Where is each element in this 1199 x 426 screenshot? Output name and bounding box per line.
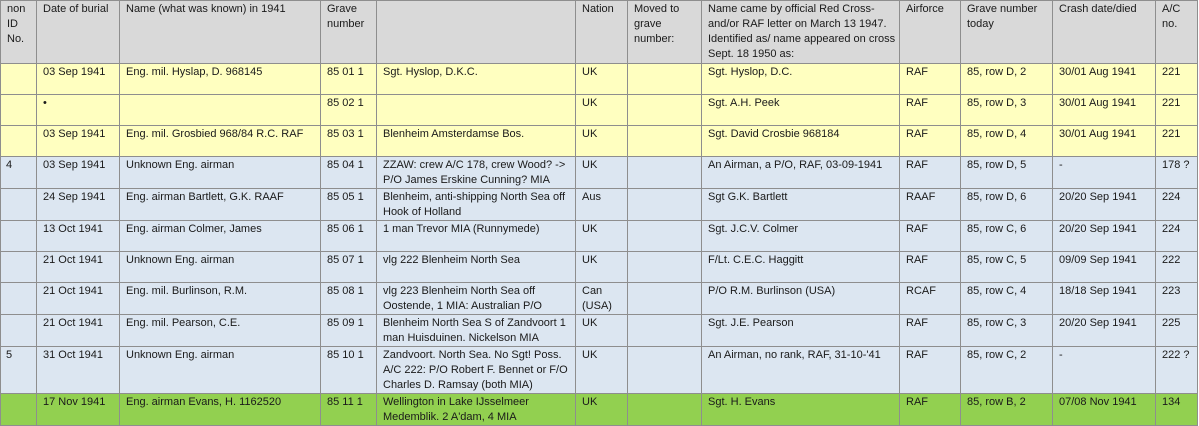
cell-name-1941: Eng. airman Bartlett, G.K. RAAF	[120, 189, 321, 221]
cell-notes: Zandvoort. North Sea. No Sgt! Poss. A/C 222: P/O Robert F. Bennet or F/O Charles D. Ramsay (both MIA)	[377, 347, 576, 394]
cell-grave-today: 85, row D, 3	[961, 95, 1053, 126]
cell-moved-to	[628, 283, 702, 315]
cell-non-id-no	[1, 252, 37, 283]
cell-date-of-burial: 31 Oct 1941	[37, 347, 120, 394]
cell-official-name: Sgt. H. Evans	[702, 394, 900, 426]
header-ac-no: A/C no.	[1156, 1, 1198, 64]
cell-notes: vlg 222 Blenheim North Sea	[377, 252, 576, 283]
cell-name-1941: Eng. mil. Burlinson, R.M.	[120, 283, 321, 315]
header-grave-number: Grave number	[321, 1, 377, 64]
cell-date-of-burial: 03 Sep 1941	[37, 157, 120, 189]
cell-airforce: RAF	[900, 221, 961, 252]
cell-official-name: Sgt G.K. Bartlett	[702, 189, 900, 221]
cell-official-name: An Airman, no rank, RAF, 31-10-'41	[702, 347, 900, 394]
cell-date-of-burial: 13 Oct 1941	[37, 221, 120, 252]
header-row	[1, 1, 1198, 64]
cell-non-id-no	[1, 283, 37, 315]
cell-crash-date: 20/20 Sep 1941	[1053, 221, 1156, 252]
cell-name-1941: Eng. mil. Hyslap, D. 968145	[120, 64, 321, 95]
header-moved-to: Moved to grave number:	[628, 1, 702, 64]
cell-name-1941: Unknown Eng. airman	[120, 347, 321, 394]
cell-date-of-burial: 17 Nov 1941	[37, 394, 120, 426]
cell-grave-number: 85 04 1	[321, 157, 377, 189]
cell-ac-no: 178 ?	[1156, 157, 1198, 189]
cell-ac-no: 223	[1156, 283, 1198, 315]
cell-nation: Aus	[576, 189, 628, 221]
cell-moved-to	[628, 252, 702, 283]
cell-official-name: Sgt. A.H. Peek	[702, 95, 900, 126]
header-non-id-no: non ID No.	[1, 1, 37, 64]
cell-grave-today: 85, row C, 4	[961, 283, 1053, 315]
cell-crash-date: 20/20 Sep 1941	[1053, 315, 1156, 347]
header-official-name: Name came by official Red Cross- and/or RAF letter on March 13 1947. Identified as/ name appeared on cross Sept. 18 1950 as:	[702, 1, 900, 64]
cell-date-of-burial: 24 Sep 1941	[37, 189, 120, 221]
cell-notes: Sgt. Hyslop, D.K.C.	[377, 64, 576, 95]
cell-nation: UK	[576, 157, 628, 189]
table-row	[1, 221, 1198, 252]
cell-non-id-no	[1, 95, 37, 126]
cell-airforce: RAF	[900, 95, 961, 126]
table-body	[1, 64, 1198, 426]
cell-crash-date: 30/01 Aug 1941	[1053, 126, 1156, 157]
cell-grave-today: 85, row D, 4	[961, 126, 1053, 157]
cell-name-1941: Unknown Eng. airman	[120, 252, 321, 283]
cell-notes: Blenheim Amsterdamse Bos.	[377, 126, 576, 157]
cell-non-id-no	[1, 64, 37, 95]
cell-moved-to	[628, 157, 702, 189]
cell-date-of-burial: 03 Sep 1941	[37, 64, 120, 95]
cell-crash-date: 07/08 Nov 1941	[1053, 394, 1156, 426]
cell-ac-no: 221	[1156, 126, 1198, 157]
cell-notes: vlg 223 Blenheim North Sea off Oostende, 1 MIA: Australian P/O	[377, 283, 576, 315]
cell-grave-today: 85, row D, 2	[961, 64, 1053, 95]
cell-notes	[377, 95, 576, 126]
header-airforce: Airforce	[900, 1, 961, 64]
cell-nation: UK	[576, 95, 628, 126]
cell-nation: UK	[576, 221, 628, 252]
cell-crash-date: 18/18 Sep 1941	[1053, 283, 1156, 315]
cell-airforce: RAF	[900, 252, 961, 283]
table-row	[1, 252, 1198, 283]
cell-grave-today: 85, row C, 5	[961, 252, 1053, 283]
cell-name-1941: Eng. mil. Pearson, C.E.	[120, 315, 321, 347]
cell-official-name: Sgt. David Crosbie 968184	[702, 126, 900, 157]
header-date-of-burial: Date of burial	[37, 1, 120, 64]
cell-grave-number: 85 05 1	[321, 189, 377, 221]
cell-ac-no: 222	[1156, 252, 1198, 283]
table-row	[1, 126, 1198, 157]
cell-grave-today: 85, row C, 3	[961, 315, 1053, 347]
table-row	[1, 394, 1198, 426]
cell-crash-date: 30/01 Aug 1941	[1053, 64, 1156, 95]
cell-ac-no: 222 ?	[1156, 347, 1198, 394]
cell-official-name: Sgt. J.C.V. Colmer	[702, 221, 900, 252]
cell-airforce: RCAF	[900, 283, 961, 315]
cell-grave-number: 85 11 1	[321, 394, 377, 426]
table-row	[1, 64, 1198, 95]
table-header	[1, 1, 1198, 64]
cell-nation: UK	[576, 126, 628, 157]
table-row	[1, 189, 1198, 221]
cell-grave-number: 85 07 1	[321, 252, 377, 283]
cell-airforce: RAF	[900, 347, 961, 394]
cell-moved-to	[628, 315, 702, 347]
cell-grave-today: 85, row C, 2	[961, 347, 1053, 394]
cell-ac-no: 224	[1156, 189, 1198, 221]
cell-date-of-burial: 21 Oct 1941	[37, 283, 120, 315]
cell-ac-no: 221	[1156, 64, 1198, 95]
cell-airforce: RAF	[900, 315, 961, 347]
table-row	[1, 95, 1198, 126]
cell-name-1941: Unknown Eng. airman	[120, 157, 321, 189]
cell-name-1941: Eng. airman Colmer, James	[120, 221, 321, 252]
cell-airforce: RAF	[900, 126, 961, 157]
cell-moved-to	[628, 95, 702, 126]
cell-notes: Blenheim, anti-shipping North Sea off Hook of Holland	[377, 189, 576, 221]
cell-airforce: RAF	[900, 394, 961, 426]
cell-notes: Blenheim North Sea S of Zandvoort 1 man Huisduinen. Nickelson MIA	[377, 315, 576, 347]
cell-crash-date: 30/01 Aug 1941	[1053, 95, 1156, 126]
table-row	[1, 283, 1198, 315]
cell-airforce: RAAF	[900, 189, 961, 221]
cell-airforce: RAF	[900, 157, 961, 189]
cell-name-1941	[120, 95, 321, 126]
header-crash-date: Crash date/died	[1053, 1, 1156, 64]
cell-non-id-no: 5	[1, 347, 37, 394]
header-notes	[377, 1, 576, 64]
cell-nation: UK	[576, 252, 628, 283]
cell-ac-no: 225	[1156, 315, 1198, 347]
cell-date-of-burial: 21 Oct 1941	[37, 315, 120, 347]
cell-official-name: P/O R.M. Burlinson (USA)	[702, 283, 900, 315]
cell-non-id-no	[1, 221, 37, 252]
cell-grave-today: 85, row B, 2	[961, 394, 1053, 426]
cell-date-of-burial: 03 Sep 1941	[37, 126, 120, 157]
cell-notes: ZZAW: crew A/C 178, crew Wood? -> P/O James Erskine Cunning? MIA	[377, 157, 576, 189]
cell-nation: UK	[576, 394, 628, 426]
cell-official-name: Sgt. Hyslop, D.C.	[702, 64, 900, 95]
cell-moved-to	[628, 347, 702, 394]
cell-grave-number: 85 03 1	[321, 126, 377, 157]
cell-crash-date: 09/09 Sep 1941	[1053, 252, 1156, 283]
cell-moved-to	[628, 221, 702, 252]
cell-nation: UK	[576, 347, 628, 394]
cell-non-id-no	[1, 126, 37, 157]
cell-name-1941: Eng. airman Evans, H. 1162520	[120, 394, 321, 426]
cell-moved-to	[628, 394, 702, 426]
cell-moved-to	[628, 64, 702, 95]
cell-non-id-no	[1, 315, 37, 347]
cell-notes: 1 man Trevor MIA (Runnymede)	[377, 221, 576, 252]
cell-moved-to	[628, 189, 702, 221]
cell-date-of-burial: 21 Oct 1941	[37, 252, 120, 283]
cell-grave-number: 85 09 1	[321, 315, 377, 347]
cell-grave-number: 85 02 1	[321, 95, 377, 126]
table-row	[1, 347, 1198, 394]
cell-name-1941: Eng. mil. Grosbied 968/84 R.C. RAF	[120, 126, 321, 157]
cell-nation: UK	[576, 64, 628, 95]
cell-ac-no: 221	[1156, 95, 1198, 126]
cell-non-id-no	[1, 189, 37, 221]
cell-grave-today: 85, row D, 5	[961, 157, 1053, 189]
cell-grave-number: 85 01 1	[321, 64, 377, 95]
cell-ac-no: 224	[1156, 221, 1198, 252]
table-row	[1, 315, 1198, 347]
cell-grave-today: 85, row D, 6	[961, 189, 1053, 221]
cell-grave-number: 85 10 1	[321, 347, 377, 394]
cell-crash-date: -	[1053, 347, 1156, 394]
cell-non-id-no	[1, 394, 37, 426]
table-row	[1, 157, 1198, 189]
header-nation: Nation	[576, 1, 628, 64]
cell-crash-date: 20/20 Sep 1941	[1053, 189, 1156, 221]
cell-nation: Can (USA)	[576, 283, 628, 315]
header-grave-today: Grave number today	[961, 1, 1053, 64]
cell-airforce: RAF	[900, 64, 961, 95]
cell-grave-today: 85, row C, 6	[961, 221, 1053, 252]
cell-moved-to	[628, 126, 702, 157]
cell-official-name: F/Lt. C.E.C. Haggitt	[702, 252, 900, 283]
cell-non-id-no: 4	[1, 157, 37, 189]
cell-grave-number: 85 06 1	[321, 221, 377, 252]
cell-notes: Wellington in Lake IJsselmeer Medemblik. 2 A'dam, 4 MIA	[377, 394, 576, 426]
cell-grave-number: 85 08 1	[321, 283, 377, 315]
cell-nation: UK	[576, 315, 628, 347]
header-name-1941: Name (what was known) in 1941	[120, 1, 321, 64]
cell-ac-no: 134	[1156, 394, 1198, 426]
cell-crash-date: -	[1053, 157, 1156, 189]
cell-official-name: Sgt. J.E. Pearson	[702, 315, 900, 347]
cell-official-name: An Airman, a P/O, RAF, 03-09-1941	[702, 157, 900, 189]
cell-date-of-burial: •	[37, 95, 120, 126]
